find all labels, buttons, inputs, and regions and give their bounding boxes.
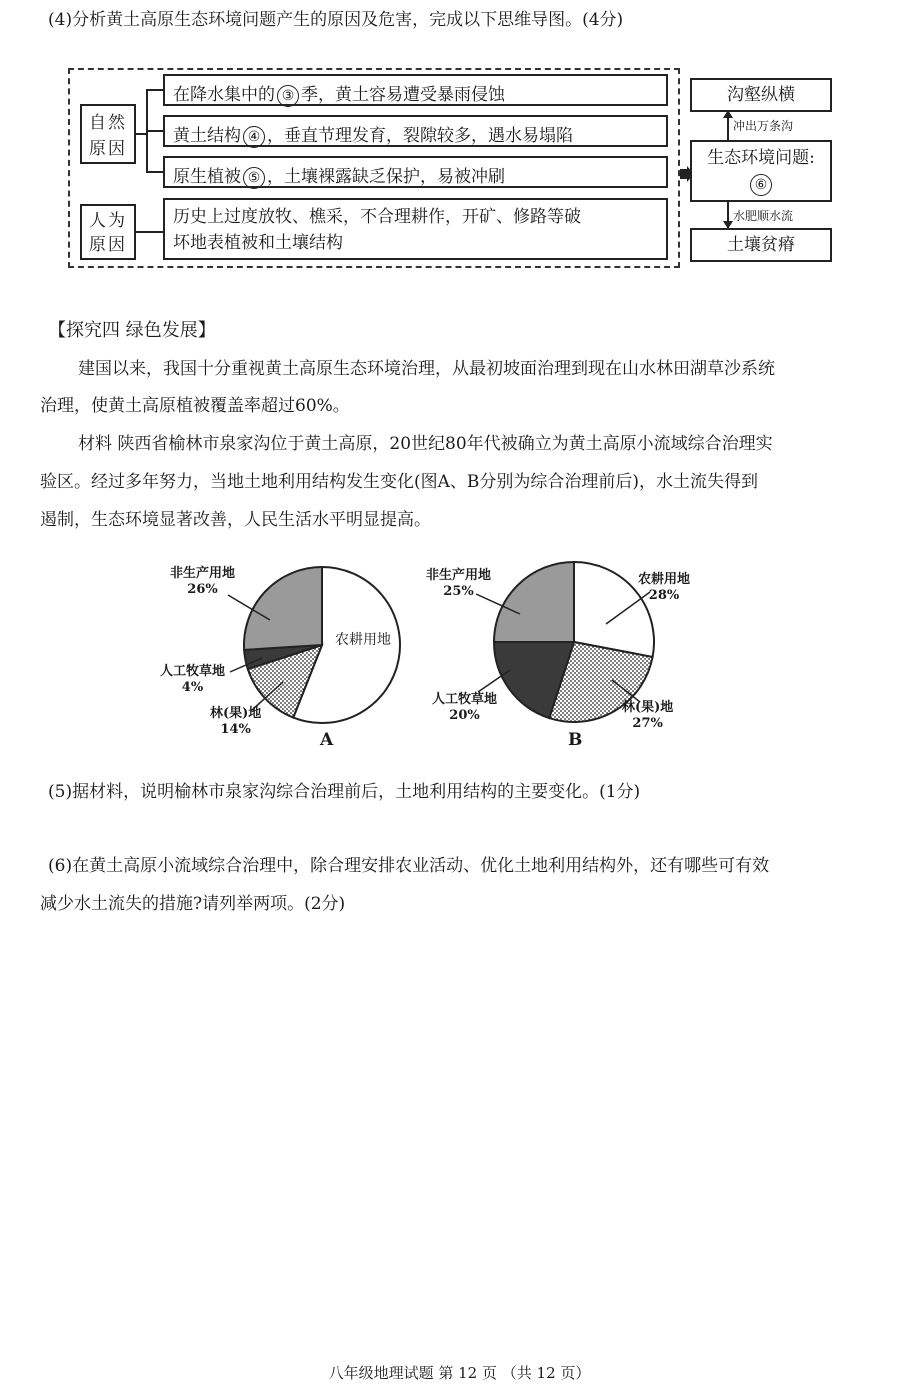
paragraph-2-line-1: 材料 陕西省榆林市泉家沟位于黄土高原，20世纪80年代被确立为黄土高原小流域综合治理实 [78,434,773,454]
arrow-up-label: 冲出万条沟 [733,119,794,133]
human-cause-label: 人为 原因 [80,204,136,260]
section-title: 【探究四 绿色发展】 [48,320,216,341]
pie-b-label-pasture: 人工牧草地 20% [432,692,498,723]
consequence-gullies: 沟壑纵横 [690,78,832,112]
pie-a-label-pasture: 人工牧草地 4% [160,664,226,695]
paragraph-2-line-3: 遏制，生态环境显著改善，人民生活水平明显提高。 [40,510,431,530]
eco-problem-box: 生态环境问题: ⑥ [690,140,832,202]
paragraph-2-line-2: 验区。经过多年努力，当地土地利用结构发生变化(图A、B分别为综合治理前后)，水土流失得到 [40,472,759,492]
question-6-line-1: (6)在黄土高原小流域综合治理中，除合理安排农业活动、优化土地利用结构外，还有哪些可有效 [48,856,770,876]
pie-b-label-nonproductive: 非生产用地 25% [426,568,492,599]
question-4: (4)分析黄土高原生态环境问题产生的原因及危害，完成以下思维导图。(4分) [48,10,624,30]
arrow-down-label: 水肥顺水流 [733,209,794,223]
connector [146,89,163,91]
pie-b-title: B [568,730,583,750]
pie-a-label-forest: 林(果)地 14% [210,706,262,737]
blank-6: ⑥ [750,174,772,196]
paragraph-1-line-2: 治理，使黄土高原植被覆盖率超过60%。 [40,396,350,416]
blank-5: ⑤ [243,167,265,189]
connector [136,133,146,135]
natural-cause-label: 自然 原因 [80,104,136,164]
blank-4: ④ [243,126,265,148]
pie-a-label-nonproductive: 非生产用地 26% [170,566,236,597]
page-footer: 八年级地理试题 第 12 页 （共 12 页） [328,1364,591,1382]
question-6-line-2: 减少水土流失的措施?请列举两项。(2分) [40,894,346,914]
pie-a-label-farmland: 农耕用地 [335,632,391,648]
pie-b-label-farmland: 农耕用地 28% [638,572,691,603]
pie-slice-4 [244,567,322,650]
question-5: (5)据材料，说明榆林市泉家沟综合治理前后，土地利用结构的主要变化。(1分) [48,782,641,802]
human-item: 历史上过度放牧、樵采，不合理耕作，开矿、修路等破 坏地表植被和土壤结构 [163,198,668,260]
pie-chart-b [494,562,654,722]
blank-3: ③ [277,85,299,107]
pie-a-title: A [320,730,334,750]
connector [146,130,163,132]
consequence-infertile-soil: 土壤贫瘠 [690,228,832,262]
paragraph-1-line-1: 建国以来，我国十分重视黄土高原生态环境治理，从最初坡面治理到现在山水林田湖草沙系统 [78,359,775,379]
pie-slice-4 [494,562,574,642]
natural-item-vegetation: 原生植被 ⑤ ，土壤裸露缺乏保护，易被冲刷 [163,156,668,188]
connector [136,231,163,233]
connector [146,171,163,173]
natural-item-precipitation: 在降水集中的 ③ 季，黄土容易遭受暴雨侵蚀 [163,74,668,106]
natural-item-loess-structure: 黄土结构 ④ ，垂直节理发育，裂隙较多，遇水易塌陷 [163,115,668,147]
arrow-up-icon [723,110,733,118]
pie-b-label-forest: 林(果)地 27% [622,700,674,731]
